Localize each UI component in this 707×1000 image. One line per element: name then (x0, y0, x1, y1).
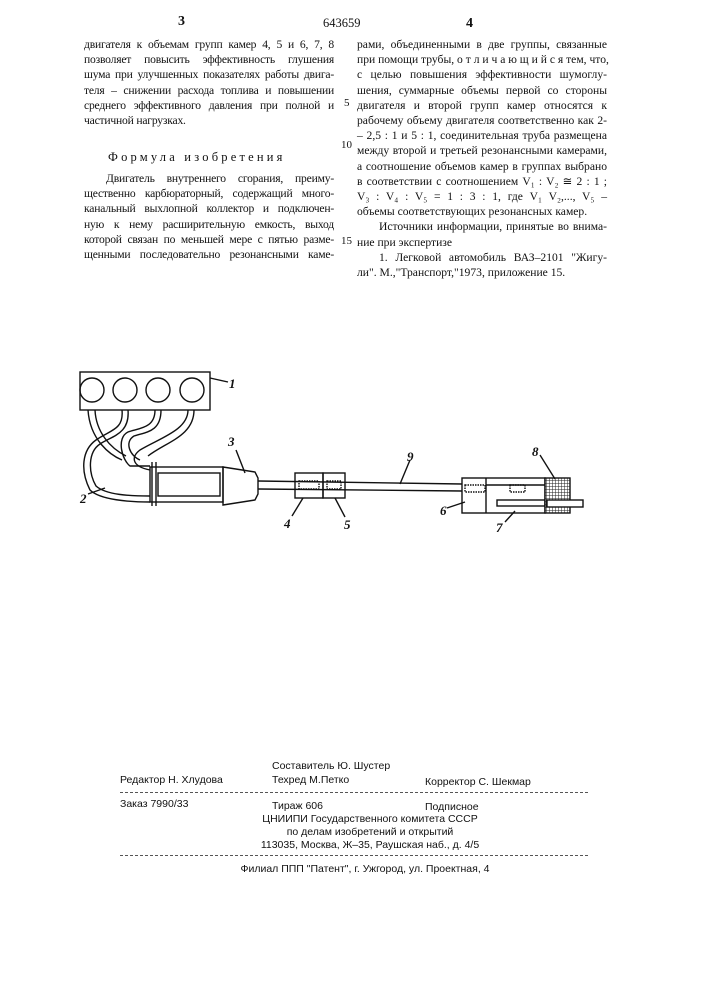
text-line: щенными последовательно резонансными каме- (84, 247, 334, 262)
figure-label-2: 2 (79, 491, 87, 506)
text-line: которой связан по меньшей мере с пятью разме- (84, 232, 334, 247)
line-number: 5 (344, 97, 350, 109)
text-line: ную к нему расширительную емкость, выход (84, 217, 334, 232)
org-line-2: по делам изобретений и открытий (250, 826, 490, 838)
text-line: при помощи трубы, о т л и ч а ю щ и й с я тем, что, (357, 52, 607, 67)
text-line: в соответствии с соотношением V₁ : V₂ ≅ 2 : 1 ; (357, 174, 607, 189)
order-number: Заказ 7990/33 (120, 798, 188, 810)
divider (120, 855, 588, 856)
resonance-chambers-6-7 (462, 478, 545, 513)
text-line: – 2,5 : 1 и 5 : 1, соединительная труба размещена (357, 128, 607, 143)
resonance-chambers-4-5 (295, 473, 345, 498)
compiler: Составитель Ю. Шустер (272, 760, 390, 772)
org-line-1: ЦНИИПИ Государственного комитета СССР (250, 813, 490, 825)
exhaust-system-figure (0, 0, 707, 560)
circulation: Тираж 606 (272, 800, 323, 812)
cylinder-port (180, 378, 204, 402)
text-line: двигателя к объемам групп камер 4, 5 и 6, 7, 8 (84, 37, 334, 52)
reference-line: 1. Легковой автомобиль ВАЗ–2101 "Жигу- (357, 250, 607, 265)
branch-address: Филиал ППП "Патент", г. Ужгород, ул. Проектная, 4 (200, 863, 530, 875)
line-number: 15 (341, 235, 352, 247)
cylinder-port (146, 378, 170, 402)
text-line: а соотношение объемов камер в группах выбрано (357, 159, 607, 174)
editor: Редактор Н. Хлудова (120, 774, 223, 786)
figure-label-3: 3 (227, 434, 235, 449)
divider (120, 792, 588, 793)
text-line: щественно карбюраторный, содержащий много- (84, 186, 334, 201)
text-line: теля – снижении расхода топлива и повышении (84, 83, 334, 98)
figure-label-7: 7 (496, 520, 503, 535)
text-line: частичной нагрузках. (84, 113, 334, 128)
text-line: с целью повышения эффективности шумоглу- (357, 67, 607, 82)
figure-label-6: 6 (440, 503, 447, 518)
resonance-chamber-8 (545, 478, 583, 513)
figure-label-1: 1 (229, 376, 236, 391)
sources-line: ние при экспертизе (357, 235, 607, 250)
figure-label-4: 4 (283, 516, 291, 531)
techred: Техред М.Петко (272, 774, 349, 786)
exhaust-manifold-pipes (84, 410, 194, 502)
sources-line: Источники информации, принятые во внима- (357, 219, 607, 234)
claims-heading: Формула изобретения (108, 150, 286, 165)
figure-label-9: 9 (407, 449, 414, 464)
line-number: 10 (341, 139, 352, 151)
text-line: позволяет повысить эффективность глушения (84, 52, 334, 67)
figure-label-5: 5 (344, 517, 351, 532)
subscription: Подписное (425, 801, 479, 813)
org-line-3: 113035, Москва, Ж–35, Раушская наб., д. 4/5 (250, 839, 490, 851)
corrector: Корректор С. Шекмар (425, 776, 531, 788)
text-line: Двигатель внутреннего сгорания, преиму- (84, 171, 334, 186)
connecting-pipe (258, 481, 462, 491)
cylinder-port (113, 378, 137, 402)
text-line: двигателя и второй групп камер относятся к (357, 98, 607, 113)
right-page-number: 4 (466, 16, 473, 32)
text-line: объемы соответствующих резонансных камер. (357, 204, 607, 219)
left-page-number: 3 (178, 14, 185, 30)
text-line: между второй и третьей резонансными камерами, (357, 143, 607, 158)
text-line: V₃ : V₄ : V₅ = 1 : 3 : 1, где V₁ V₂,..., V₅ – (357, 189, 607, 204)
patent-number: 643659 (323, 16, 361, 31)
cylinder-port (80, 378, 104, 402)
text-line: среднего эффективного давления при полной и (84, 98, 334, 113)
text-line: шума при улучшенных показателях работы двига- (84, 67, 334, 82)
text-line: шения, суммарные объемы первой со стороны (357, 83, 607, 98)
text-line: канальный выхлопной коллектор и подключен- (84, 201, 334, 216)
expansion-tank (150, 462, 258, 506)
text-line: рами, объединенными в две группы, связанные (357, 37, 607, 52)
text-line: рабочему объему двигателя соответственно как 2- (357, 113, 607, 128)
reference-line: ли". М.,"Транспорт,"1973, приложение 15. (357, 265, 607, 280)
figure-label-8: 8 (532, 444, 539, 459)
